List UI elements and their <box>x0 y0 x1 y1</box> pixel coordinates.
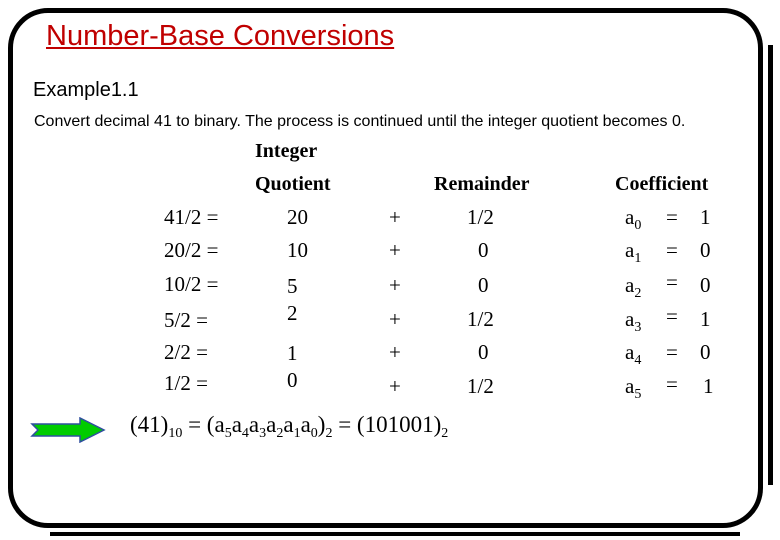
plus-sign: + <box>389 340 401 364</box>
division-cell: 5/2 = <box>164 308 208 332</box>
equals-sign: = <box>666 238 678 262</box>
division-cell: 10/2 = <box>164 272 219 296</box>
header-remainder: Remainder <box>434 173 530 195</box>
equals-sign: = <box>666 205 678 229</box>
division-cell: 41/2 = <box>164 205 219 229</box>
remainder-cell: 1/2 <box>467 374 494 398</box>
remainder-cell: 1/2 <box>467 205 494 229</box>
quotient-cell: 2 <box>287 301 298 325</box>
quotient-cell: 1 <box>287 341 298 365</box>
header-quotient: Quotient <box>255 173 331 195</box>
plus-sign: + <box>389 307 401 331</box>
equals-sign: = <box>666 270 678 294</box>
plus-sign: + <box>389 205 401 229</box>
slide-title: Number-Base Conversions <box>46 20 395 52</box>
coefficient-cell: $a_5$ <box>625 374 642 402</box>
division-cell: 20/2 = <box>164 238 219 262</box>
quotient-cell: 20 <box>287 205 308 229</box>
right-arrow-icon <box>30 417 106 443</box>
quotient-cell: 0 <box>287 368 298 392</box>
frame-shadow-bottom <box>50 532 740 536</box>
quotient-cell: 5 <box>287 274 298 298</box>
coefficient-value: 0 <box>700 238 711 262</box>
plus-sign: + <box>389 238 401 262</box>
coefficient-value: 0 <box>700 340 711 364</box>
coefficient-cell: $a_3$ <box>625 307 642 335</box>
equals-sign: = <box>666 304 678 328</box>
result-formula: $(41)_{10} = (a_5a_4a_3a_2a_1a_0)_2 = (101001)_2$ <box>130 412 449 441</box>
plus-sign: + <box>389 374 401 398</box>
equals-sign: = <box>666 340 678 364</box>
coefficient-value: 1 <box>700 205 711 229</box>
coefficient-value: 1 <box>703 374 714 398</box>
remainder-cell: 0 <box>478 273 489 297</box>
division-cell: 1/2 = <box>164 371 208 395</box>
coefficient-cell: $a_4$ <box>625 340 642 368</box>
coefficient-cell: $a_1$ <box>625 238 642 266</box>
coefficient-cell: $a_0$ <box>625 205 642 233</box>
example-heading: Example1.1 <box>33 79 139 101</box>
remainder-cell: 1/2 <box>467 307 494 331</box>
header-coefficient: Coefficient <box>615 173 709 195</box>
coefficient-value: 0 <box>700 273 711 297</box>
example-description: Convert decimal 41 to binary. The process is continued until the integer quotient becomes 0. <box>34 113 686 130</box>
quotient-cell: 10 <box>287 238 308 262</box>
plus-sign: + <box>389 273 401 297</box>
remainder-cell: 0 <box>478 340 489 364</box>
equals-sign: = <box>666 372 678 396</box>
remainder-cell: 0 <box>478 238 489 262</box>
header-integer: Integer <box>255 140 318 162</box>
division-cell: 2/2 = <box>164 340 208 364</box>
frame-shadow-right <box>768 45 773 485</box>
coefficient-value: 1 <box>700 307 711 331</box>
coefficient-cell: $a_2$ <box>625 273 642 301</box>
